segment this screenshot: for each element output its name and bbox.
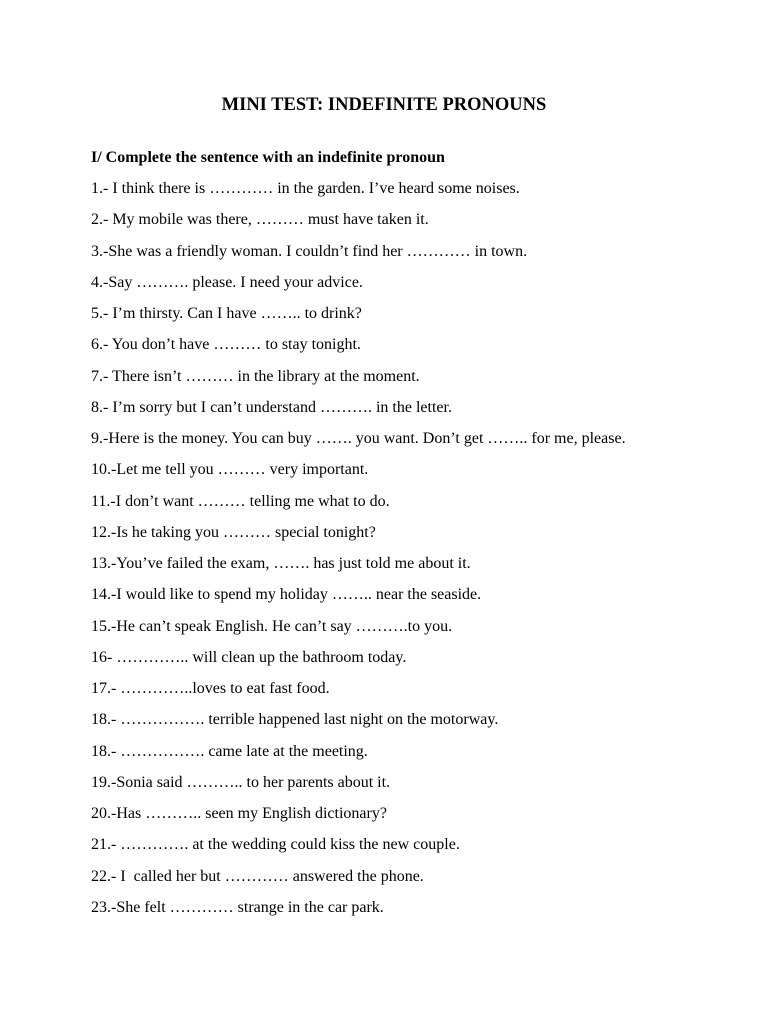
- question-item: 3.-She was a friendly woman. I couldn’t find her ………… in town.: [91, 242, 528, 260]
- section-heading: I/ Complete the sentence with an indefinite pronoun: [91, 149, 445, 166]
- question-item: 21.- …………. at the wedding could kiss the new couple.: [91, 836, 460, 854]
- question-item: 1.- I think there is ………… in the garden. I’ve heard some noises.: [91, 180, 520, 197]
- question-list: [91, 179, 626, 929]
- page-title: MINI TEST: INDEFINITE PRONOUNS: [221, 95, 547, 115]
- question-item: 11.-I don’t want ……… telling me what to do.: [91, 492, 390, 510]
- question-item: 15.-He can’t speak English. He can’t say ……….to you.: [91, 617, 453, 635]
- question-item: 19.-Sonia said ……….. to her parents about it.: [91, 773, 391, 791]
- question-item: 6.- You don’t have ……… to stay tonight.: [91, 336, 361, 354]
- question-item: 16- ………….. will clean up the bathroom today.: [91, 648, 407, 666]
- question-item: 20.-Has ……….. seen my English dictionary?: [91, 805, 387, 822]
- question-item: 18.- ……………. terrible happened last night on the motorway.: [91, 711, 499, 729]
- question-item: 13.-You’ve failed the exam, ……. has just told me about it.: [91, 555, 471, 572]
- question-item: 9.-Here is the money. You can buy ……. you want. Don’t get …….. for me, please.: [91, 430, 626, 447]
- question-item: 17.- …………..loves to eat fast food.: [91, 680, 330, 697]
- question-item: 7.- There isn’t ……… in the library at the moment.: [91, 367, 420, 385]
- question-item: 14.-I would like to spend my holiday …….. near the seaside.: [91, 586, 482, 604]
- question-item: 4.-Say ………. please. I need your advice.: [91, 273, 363, 291]
- question-item: 22.- I called her but ………… answered the phone.: [91, 867, 424, 885]
- question-item: 18.- ……………. came late at the meeting.: [91, 742, 368, 760]
- question-item: 23.-She felt ………… strange in the car park.: [91, 898, 384, 916]
- question-item: 10.-Let me tell you ……… very important.: [91, 461, 369, 479]
- question-item: 12.-Is he taking you ……… special tonight?: [91, 523, 376, 541]
- question-item: 2.- My mobile was there, ……… must have taken it.: [91, 211, 429, 229]
- question-item: 5.- I’m thirsty. Can I have …….. to drink?: [91, 305, 362, 322]
- question-item: 8.- I’m sorry but I can’t understand ………. in the letter.: [91, 398, 452, 416]
